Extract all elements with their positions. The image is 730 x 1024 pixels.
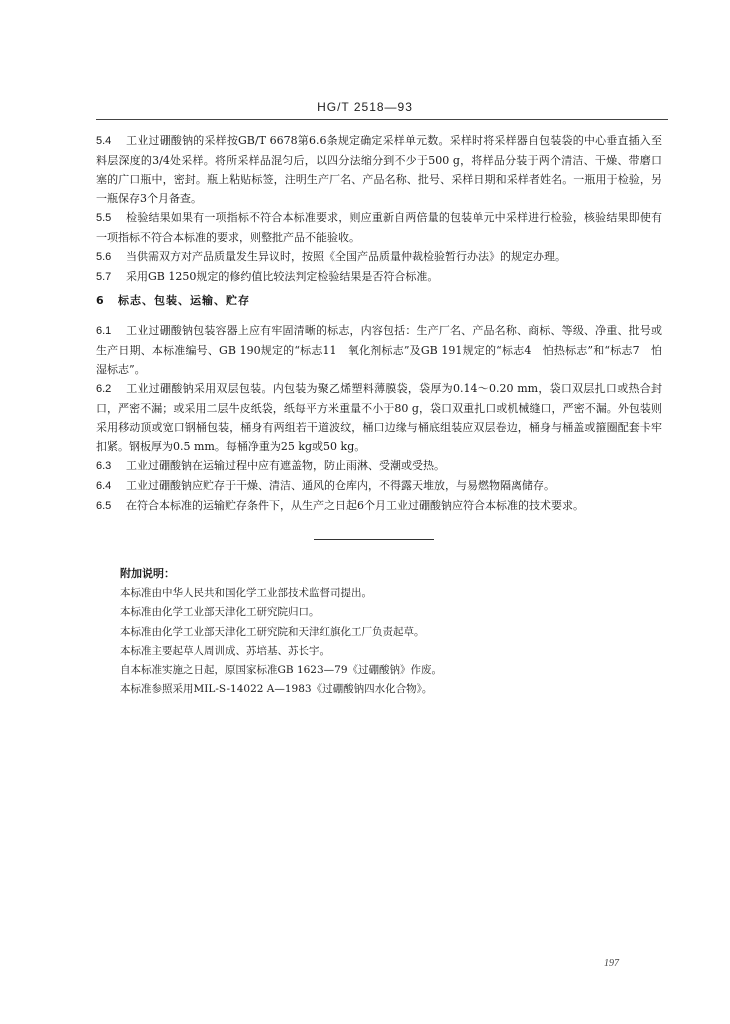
clause-text: 工业过硼酸钠应贮存于干燥、清洁、通风的仓库内，不得露天堆放，与易燃物隔离储存。 <box>126 479 555 492</box>
clause-text: 工业过硼酸钠的采样按GB/T 6678第6.6条规定确定采样单元数。采样时将采样器自包装袋的中心垂直插入至料层深度的3/4处采样。将所采样品混匀后，以四分法缩分到不少于500 g，将样品分装于两个清洁、干燥、带磨口塞的广口瓶中，密封。瓶上粘贴标签，注明生产厂名、产品名称、批号、采样日期和采样者姓名。一瓶用于检验，另一瓶保存3个月备查。 <box>96 134 662 205</box>
header-rule <box>96 119 668 120</box>
clause-text: 当供需双方对产品质量发生异议时，按照《全国产品质量仲裁检验暂行办法》的规定办理。 <box>126 250 566 263</box>
clause-6-2 <box>96 379 662 456</box>
notes-title: 附加说明： <box>120 567 175 580</box>
clause-number: 6.5 <box>96 500 112 512</box>
clause-5-6 <box>96 247 662 267</box>
clause-number: 6.1 <box>96 325 112 337</box>
notes-line: 本标准由化学工业部天津化工研究院归口。 <box>120 606 320 619</box>
additional-notes <box>120 564 640 699</box>
section-heading <box>96 292 250 308</box>
clauses-section-5 <box>96 131 662 287</box>
notes-line: 本标准主要起草人周训成、苏培基、苏长宇。 <box>120 644 330 657</box>
clause-6-4 <box>96 476 662 496</box>
clause-number: 5.4 <box>96 135 112 147</box>
clause-text: 检验结果如果有一项指标不符合本标准要求，则应重新自两倍量的包装单元中采样进行检验，核验结果即使有一项指标不符合本标准的要求，则整批产品不能验收。 <box>96 211 662 244</box>
clause-5-5 <box>96 208 662 247</box>
page-number: 197 <box>604 958 619 969</box>
clauses-section-6 <box>96 321 662 516</box>
clause-number: 6.3 <box>96 460 112 472</box>
clause-text: 工业过硼酸钠在运输过程中应有遮盖物，防止雨淋、受潮或受热。 <box>126 459 445 472</box>
clause-number: 5.5 <box>96 212 112 224</box>
section-title: 标志、包装、运输、贮存 <box>118 294 250 307</box>
clause-text: 工业过硼酸钠包装容器上应有牢固清晰的标志，内容包括：生产厂名、产品名称、商标、等级、净重、批号或生产日期、本标准编号、GB 190规定的“标志11 氧化剂标志”及GB 191规定的“标志4 怕热标志”和“标志7 怕湿标志”。 <box>96 324 662 376</box>
section-number: 6 <box>96 294 105 307</box>
clause-6-1 <box>96 321 662 379</box>
clause-5-7 <box>96 267 662 287</box>
notes-line: 自本标准实施之日起，原国家标准GB 1623—79《过硼酸钠》作废。 <box>120 664 443 677</box>
clause-5-4 <box>96 131 662 208</box>
clause-6-3 <box>96 456 662 476</box>
clause-text: 在符合本标准的运输贮存条件下，从生产之日起6个月工业过硼酸钠应符合本标准的技术要求。 <box>126 499 584 512</box>
page-header <box>0 100 730 114</box>
end-rule <box>314 539 434 540</box>
clause-number: 5.7 <box>96 271 112 283</box>
clause-number: 6.4 <box>96 480 112 492</box>
clause-number: 5.6 <box>96 251 112 263</box>
clause-text: 工业过硼酸钠采用双层包装。内包装为聚乙烯塑料薄膜袋，袋厚为0.14～0.20 mm，袋口双层扎口或热合封口，严密不漏；或采用二层牛皮纸袋，纸每平方米重量不小于80 g，袋口双重扎口或机械缝口，严密不漏。外包装则采用移动顶或宽口钢桶包装，桶身有两组若干道波纹，桶口边缘与桶底组装应双层卷边，桶身与桶盖或箍圈配套卡牢扣紧。钢板厚为0.5 mm。每桶净重为25 kg或50 kg。 <box>96 382 662 453</box>
clause-text: 采用GB 1250规定的修约值比较法判定检验结果是否符合标准。 <box>126 270 439 283</box>
notes-line: 本标准由化学工业部天津化工研究院和天津红旗化工厂负责起草。 <box>120 625 425 638</box>
clause-number: 6.2 <box>96 383 112 395</box>
notes-line: 本标准由中华人民共和国化学工业部技术监督司提出。 <box>120 587 372 600</box>
notes-line: 本标准参照采用MIL-S-14022 A—1983《过硼酸钠四水化合物》。 <box>120 683 433 696</box>
standard-code: HG/T 2518—93 <box>317 100 413 114</box>
clause-6-5 <box>96 496 662 516</box>
